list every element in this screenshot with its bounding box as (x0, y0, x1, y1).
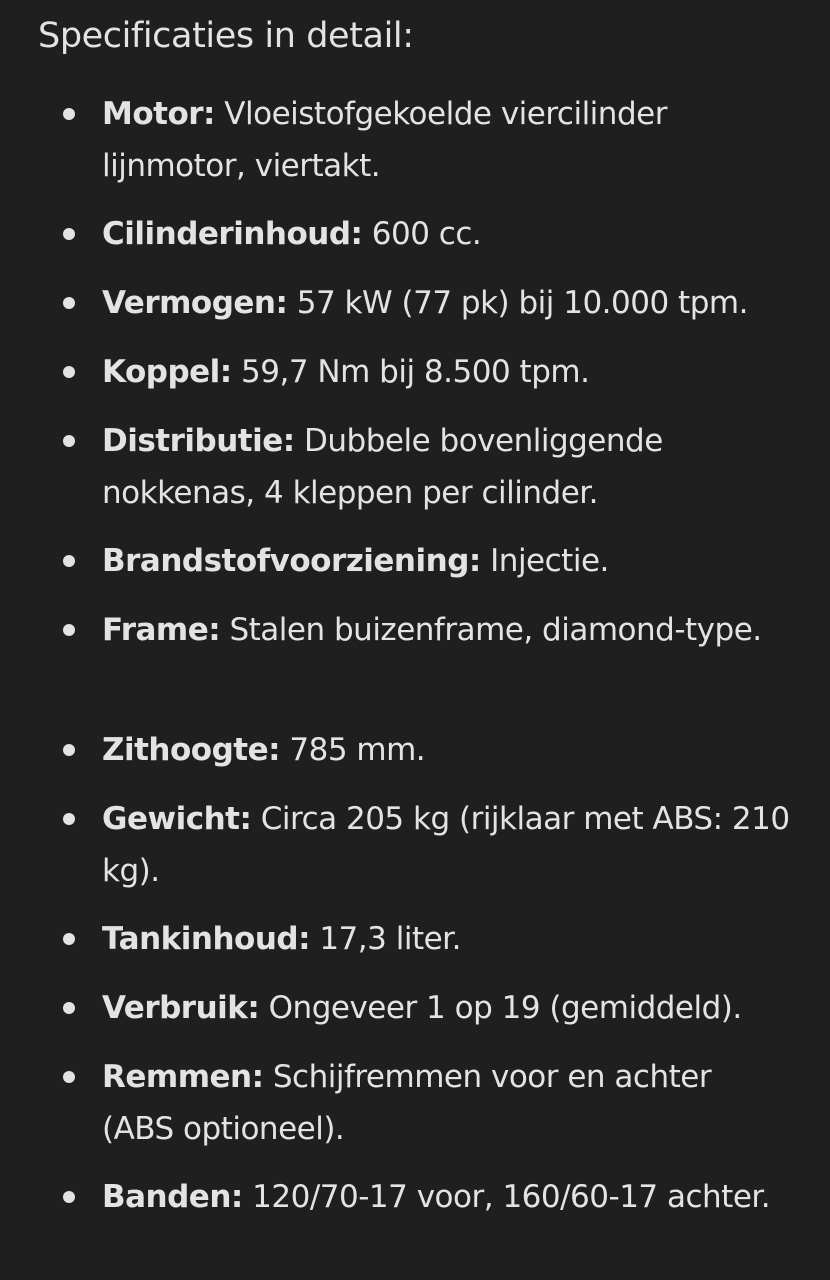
spec-text (102, 724, 792, 776)
bullet-icon (63, 1071, 75, 1083)
spec-text (102, 88, 792, 192)
spec-text (102, 793, 792, 897)
bullet-icon (63, 366, 75, 378)
spec-text (102, 415, 792, 519)
spec-value: 17,3 liter. (309, 921, 461, 957)
spec-label: Gewicht: (102, 801, 252, 837)
spec-text (102, 913, 792, 965)
spec-text (102, 208, 792, 260)
spec-value: Stalen buizenframe, diamond-type. (220, 612, 762, 648)
spec-text (102, 346, 792, 398)
spec-label: Brandstofvoorziening: (102, 543, 481, 579)
spec-text (102, 982, 792, 1034)
spec-value: Vloeistofgekoelde viercilinder lijnmotor, viertakt. (102, 96, 667, 184)
spec-label: Verbruik: (102, 990, 260, 1026)
spec-value: Dubbele bovenliggende nokkenas, 4 kleppen per cilinder. (102, 423, 663, 511)
spec-value: Circa 205 kg (rijklaar met ABS: 210 kg). (102, 801, 790, 889)
spec-label: Remmen: (102, 1059, 264, 1095)
spec-value: 600 cc. (362, 216, 482, 252)
spec-label: Motor: (102, 96, 215, 132)
spec-value: 785 mm. (280, 732, 426, 768)
bullet-icon (63, 435, 75, 447)
spec-value: Injectie. (480, 543, 609, 579)
bullet-icon (63, 1191, 75, 1203)
spec-label: Distributie: (102, 423, 295, 459)
spec-label: Cilinderinhoud: (102, 216, 363, 252)
spec-value: 57 kW (77 pk) bij 10.000 tpm. (287, 285, 748, 321)
spec-text (102, 1051, 792, 1155)
spec-text (102, 535, 792, 587)
bullet-icon (63, 933, 75, 945)
bullet-icon (63, 555, 75, 567)
spec-text (102, 277, 792, 329)
spec-value: 120/70-17 voor, 160/60-17 achter. (242, 1179, 771, 1215)
spec-label: Zithoogte: (102, 732, 281, 768)
spec-label: Tankinhoud: (102, 921, 310, 957)
spec-value: 59,7 Nm bij 8.500 tpm. (231, 354, 590, 390)
spec-text (102, 604, 792, 656)
bullet-icon (63, 228, 75, 240)
spec-value: Ongeveer 1 op 19 (gemiddeld). (259, 990, 742, 1026)
bullet-icon (63, 624, 75, 636)
spec-label: Vermogen: (102, 285, 288, 321)
spec-label: Banden: (102, 1179, 243, 1215)
spec-value: Schijfremmen voor en achter (ABS optioneel). (102, 1059, 712, 1147)
spec-label: Koppel: (102, 354, 232, 390)
bullet-icon (63, 813, 75, 825)
bullet-icon (63, 108, 75, 120)
bullet-icon (63, 297, 75, 309)
bullet-icon (63, 744, 75, 756)
section-heading: Specificaties in detail: (38, 16, 414, 56)
spec-text (102, 1171, 792, 1223)
spec-label: Frame: (102, 612, 221, 648)
bullet-icon (63, 1002, 75, 1014)
